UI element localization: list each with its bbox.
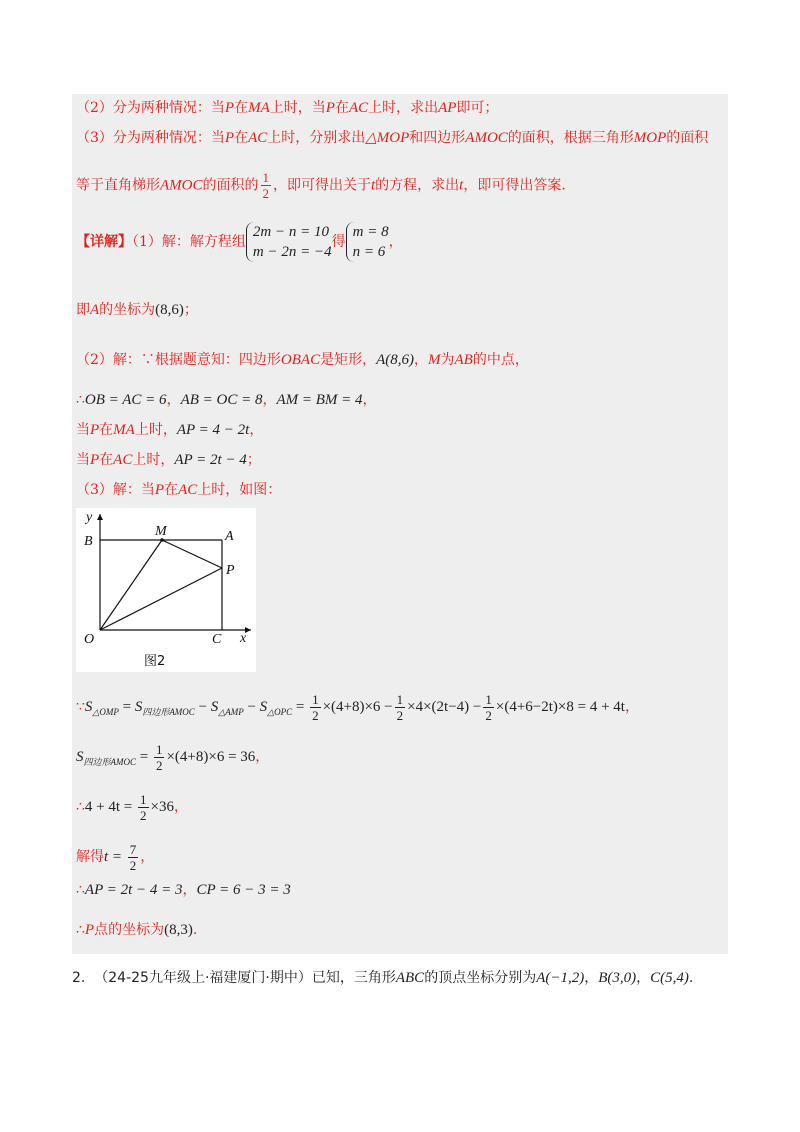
detail-tag: 【详解】	[76, 234, 132, 250]
segment-MO	[100, 540, 162, 630]
figure-svg	[76, 508, 256, 672]
lengths-AP-CP: ∴AP = 2t − 4 = 3，CP = 6 − 3 = 3	[76, 882, 291, 898]
analysis-part-3-cont: 等于直角梯形AMOC的面积的 $\frac{1}{2}$ ，即可得出关于t的方程，求出t，即可得出答案.	[76, 170, 566, 201]
geometry-figure	[76, 508, 256, 672]
length-equations: ∴OB = AC = 6，AB = OC = 8，AM = BM = 4，	[76, 392, 377, 408]
solution-system: m = 8 n = 6	[346, 222, 389, 262]
figure-caption: 图2	[144, 654, 166, 669]
detail-part-2: （2）解：∵根据题意知：四边形OBAC是矩形，A(8,6)，M为AB的中点，	[76, 352, 529, 368]
label-y: y	[86, 510, 93, 525]
equation-system: 2m − n = 10 m − 2n = −4	[246, 222, 332, 262]
analysis-part-3: （3）分为两种情况：当P在AC上时，分别求出△MOP和四边形AMOC的面积，根据三角形MOP的面积	[76, 130, 709, 146]
case-P-on-MA: 当P在MA上时，AP = 4 − 2t，	[76, 422, 264, 438]
label-B: B	[84, 534, 93, 549]
label-M: M	[155, 524, 167, 539]
label-O: O	[84, 632, 95, 647]
question-2: 2. （24-25九年级上·福建厦门·期中）已知，三角形ABC的顶点坐标分别为A(−1,2)，B(3,0)，C(5,4).	[72, 970, 694, 986]
detail-part-3: （3）解：当P在AC上时，如图：	[76, 482, 282, 498]
segment-MP	[162, 540, 222, 568]
label-C: C	[212, 632, 222, 647]
area-equation-AMOC: $S_{四边形AMOC}$ = $\frac{1}{2}$ ×(4+8)×6 = 36，	[76, 742, 270, 773]
solve-t: 解得t = $\frac{7}{2}$ ，	[76, 842, 155, 873]
fraction: $\frac{1}{2}$	[262, 170, 269, 201]
coordinate-of-P: ∴P点的坐标为(8,3).	[76, 922, 198, 938]
area-equation-OMP: $\because S_{\triangle OMP} = S_{四边形AMOC} - S_{\triangle AMP} - S_{\triangle OPC}$ = $\frac{1}{2}$ ×(4+8)×6 − $\frac{1}{2}$ ×4×(2t−4) − $\frac{1}{2}$ ×(4+6−2t)×8 = 4 + 4t，	[76, 692, 639, 723]
label-P: P	[226, 563, 235, 578]
label-x: x	[240, 631, 247, 646]
label-A: A	[225, 529, 234, 544]
segment-OP	[100, 568, 222, 630]
analysis-part-2: （2）分为两种情况：当P在MA上时，当P在AC上时，求出AP即可；	[76, 100, 499, 116]
y-axis-arrow	[97, 514, 103, 520]
equation-in-t: ∴4 + 4t = $\frac{1}{2}$ ×36，	[76, 792, 188, 823]
case-P-on-AC: 当P在AC上时，AP = 2t − 4；	[76, 452, 261, 468]
detail-part-1: 【详解】（1）解：解方程组 2m − n = 10 m − 2n = −4 得 m = 8 n = 6 ，	[76, 224, 403, 260]
coordinate-of-A: 即A的坐标为(8,6)；	[76, 302, 198, 318]
